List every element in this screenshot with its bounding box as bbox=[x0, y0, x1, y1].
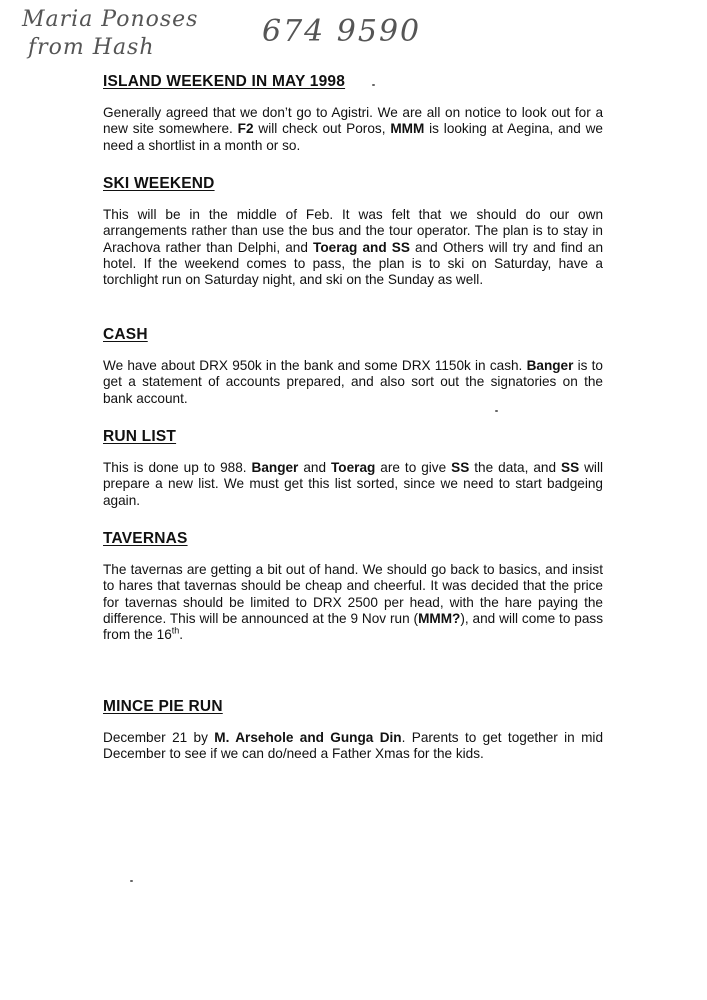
section-body: This is done up to 988. Banger and Toerag are to give SS the data, and SS will prepare a new list. We must get this list sorted, since we need to start badgeing again. bbox=[103, 460, 603, 508]
section-heading: ISLAND WEEKEND IN MAY 1998 bbox=[103, 73, 346, 90]
section-body: The tavernas are getting a bit out of hand. We should go back to basics, and insist to hares that tavernas should be cheap and cheerful. It was decided that the price for tavernas should be limited to DRX 2500 per head, with the hare paying the difference. This will be announced at the 9 Nov run (MMM?), and will come to pass from the 16th. bbox=[103, 562, 603, 643]
section-heading: TAVERNAS bbox=[103, 530, 188, 547]
section-tavernas bbox=[103, 530, 603, 643]
scan-speck bbox=[372, 84, 375, 86]
handwritten-note bbox=[22, 6, 198, 62]
section-body: We have about DRX 950k in the bank and some DRX 1150k in cash. Banger is to get a statement of accounts prepared, and also sort out the signatories on the bank account. bbox=[103, 358, 603, 406]
section-heading: SKI WEEKEND bbox=[103, 175, 215, 192]
section-body: Generally agreed that we don’t go to Agistri. We are all on notice to look out for a new site somewhere. F2 will check out Poros, MMM is looking at Aegina, and we need a shortlist in a month or so. bbox=[103, 105, 603, 153]
scan-speck bbox=[130, 880, 133, 882]
handwritten-phone-number: 674 9590 bbox=[262, 14, 422, 49]
section-body: December 21 by M. Arsehole and Gunga Din. Parents to get together in mid December to see if we can do/need a Father Xmas for the kids. bbox=[103, 730, 604, 762]
handwritten-from: from Hash bbox=[28, 35, 155, 60]
scan-speck bbox=[495, 410, 498, 412]
section-heading: MINCE PIE RUN bbox=[103, 698, 223, 715]
section-run-list bbox=[103, 428, 603, 509]
section-island-weekend bbox=[103, 73, 603, 154]
section-mince-pie-run bbox=[103, 698, 603, 763]
section-body: This will be in the middle of Feb. It was felt that we should do our own arrangements rather than use the bus and the tour operator. The plan is to stay in Arachova rather than Delphi, and Toerag and SS and Others will try and find an hotel. If the weekend comes to pass, the plan is to ski on Saturday, have a torchlight run on Saturday night, and ski on the Sunday as well. bbox=[103, 207, 603, 288]
handwritten-name: Maria Ponoses bbox=[22, 7, 199, 32]
section-heading: RUN LIST bbox=[103, 428, 177, 445]
section-ski-weekend bbox=[103, 175, 603, 288]
section-cash bbox=[103, 326, 603, 407]
section-heading: CASH bbox=[103, 326, 148, 343]
